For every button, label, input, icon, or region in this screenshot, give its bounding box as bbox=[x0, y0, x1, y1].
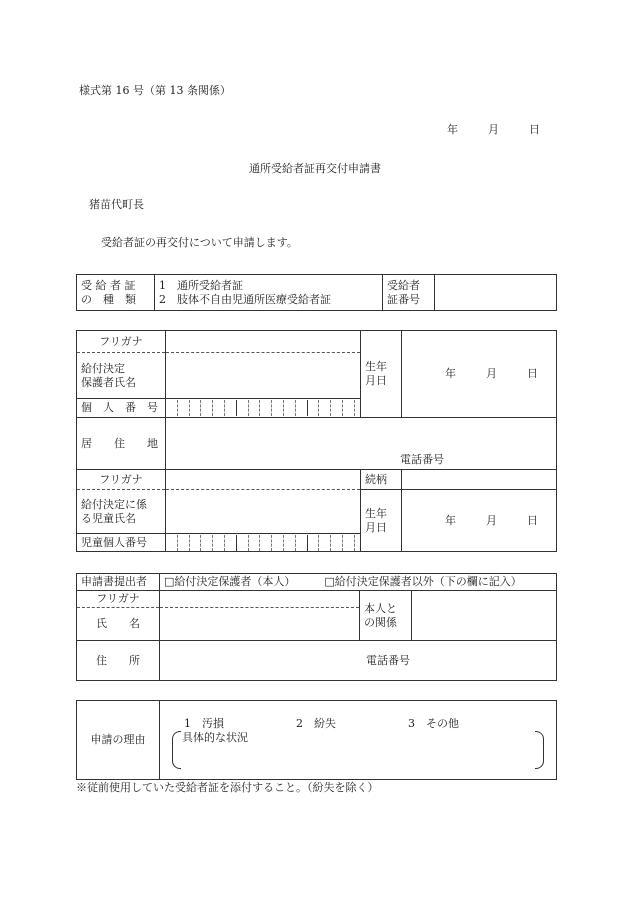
applicant-address-label: 住 所 bbox=[77, 641, 160, 681]
applicant-relation-field[interactable] bbox=[412, 591, 557, 641]
applicant-table bbox=[76, 573, 557, 681]
child-number-boxes bbox=[166, 535, 360, 551]
reason-option-3[interactable]: 3 その他 bbox=[408, 717, 459, 730]
guardian-birth-year: 年 bbox=[445, 367, 456, 381]
cert-number-label: 受給者 証番号 bbox=[383, 275, 435, 311]
date-year: 年 bbox=[447, 123, 458, 136]
reason-field bbox=[160, 701, 557, 780]
date-day: 日 bbox=[529, 123, 540, 136]
child-furigana-label: フリガナ bbox=[77, 470, 166, 490]
applicant-address-field[interactable] bbox=[160, 641, 557, 681]
reason-table bbox=[76, 700, 557, 780]
cert-type-label: 受 給 者 証 の 種 類 bbox=[77, 275, 155, 311]
applicant-name-label: 氏 名 bbox=[77, 608, 160, 641]
applicant-option-other[interactable]: □給付決定保護者以外（下の欄に記入） bbox=[324, 575, 522, 589]
guardian-birth-month: 月 bbox=[486, 367, 497, 381]
guardian-furigana-field[interactable] bbox=[166, 331, 361, 353]
applicant-options bbox=[160, 574, 557, 591]
child-relation-label: 続柄 bbox=[361, 470, 402, 490]
date-month: 月 bbox=[488, 123, 499, 136]
applicant-furigana-label: フリガナ bbox=[77, 591, 160, 608]
child-birth-year: 年 bbox=[445, 513, 456, 527]
child-birth-month: 月 bbox=[486, 513, 497, 527]
cert-type-table bbox=[76, 274, 557, 311]
applicant-phone-label: 電話番号 bbox=[366, 653, 410, 667]
child-name-label: 給付決定に係 る児童氏名 bbox=[77, 490, 166, 534]
applicant-label: 申請書提出者 bbox=[77, 574, 160, 591]
guardian-individual-number-field[interactable] bbox=[166, 399, 361, 418]
guardian-child-table bbox=[76, 330, 557, 552]
guardian-phone-label: 電話番号 bbox=[400, 453, 444, 467]
right-bracket bbox=[535, 731, 544, 769]
guardian-birth-label: 生年 月日 bbox=[361, 331, 402, 418]
reason-label: 申請の理由 bbox=[77, 701, 160, 780]
child-birth-day: 日 bbox=[527, 513, 538, 527]
left-bracket bbox=[172, 731, 181, 769]
reason-options bbox=[164, 717, 552, 731]
guardian-birth-date[interactable] bbox=[402, 331, 557, 418]
applicant-furigana-field[interactable] bbox=[160, 591, 360, 608]
applicant-name-field[interactable] bbox=[160, 608, 360, 641]
guardian-residence-field[interactable] bbox=[166, 418, 557, 470]
cert-option-2[interactable]: 2 肢体不自由児通所医療受給者証 bbox=[159, 292, 331, 306]
guardian-name-field[interactable] bbox=[166, 353, 361, 399]
reason-detail-box[interactable] bbox=[172, 731, 544, 767]
child-furigana-field[interactable] bbox=[166, 470, 361, 490]
document-title: 通所受給者証再交付申請書 bbox=[249, 162, 381, 175]
child-name-field[interactable] bbox=[166, 490, 361, 534]
applicant-relation-label: 本人と の関係 bbox=[360, 591, 412, 641]
addressee: 猪苗代町長 bbox=[89, 198, 144, 211]
guardian-furigana-label: フリガナ bbox=[77, 331, 166, 353]
applicant-option-self[interactable]: □給付決定保護者（本人） bbox=[164, 575, 296, 589]
reason-option-1[interactable]: 1 汚損 bbox=[184, 717, 224, 730]
intro-statement: 受給者証の再交付について申請します。 bbox=[101, 236, 298, 249]
child-individual-number-label: 児童個人番号 bbox=[77, 534, 166, 552]
child-individual-number-field[interactable] bbox=[166, 534, 361, 552]
child-birth-date[interactable] bbox=[402, 490, 557, 552]
cert-type-options bbox=[155, 275, 383, 311]
form-number: 様式第 16 号（第 13 条関係） bbox=[79, 84, 231, 97]
reason-detail-label: 具体的な状況 bbox=[182, 731, 248, 744]
submission-date bbox=[440, 123, 540, 137]
guardian-name-label: 給付決定 保護者氏名 bbox=[77, 353, 166, 399]
guardian-birth-day: 日 bbox=[527, 367, 538, 381]
footnote: ※従前使用していた受給者証を添付すること。（紛失を除く） bbox=[76, 781, 379, 794]
guardian-number-boxes bbox=[166, 400, 360, 416]
guardian-individual-number-label: 個 人 番 号 bbox=[77, 399, 166, 418]
reason-option-2[interactable]: 2 紛失 bbox=[296, 717, 336, 730]
guardian-residence-label: 居 住 地 bbox=[77, 418, 166, 470]
child-relation-field[interactable] bbox=[402, 470, 557, 490]
cert-option-1[interactable]: 1 通所受給者証 bbox=[159, 278, 243, 292]
child-birth-label: 生年 月日 bbox=[361, 490, 402, 552]
cert-number-field[interactable] bbox=[435, 275, 557, 311]
